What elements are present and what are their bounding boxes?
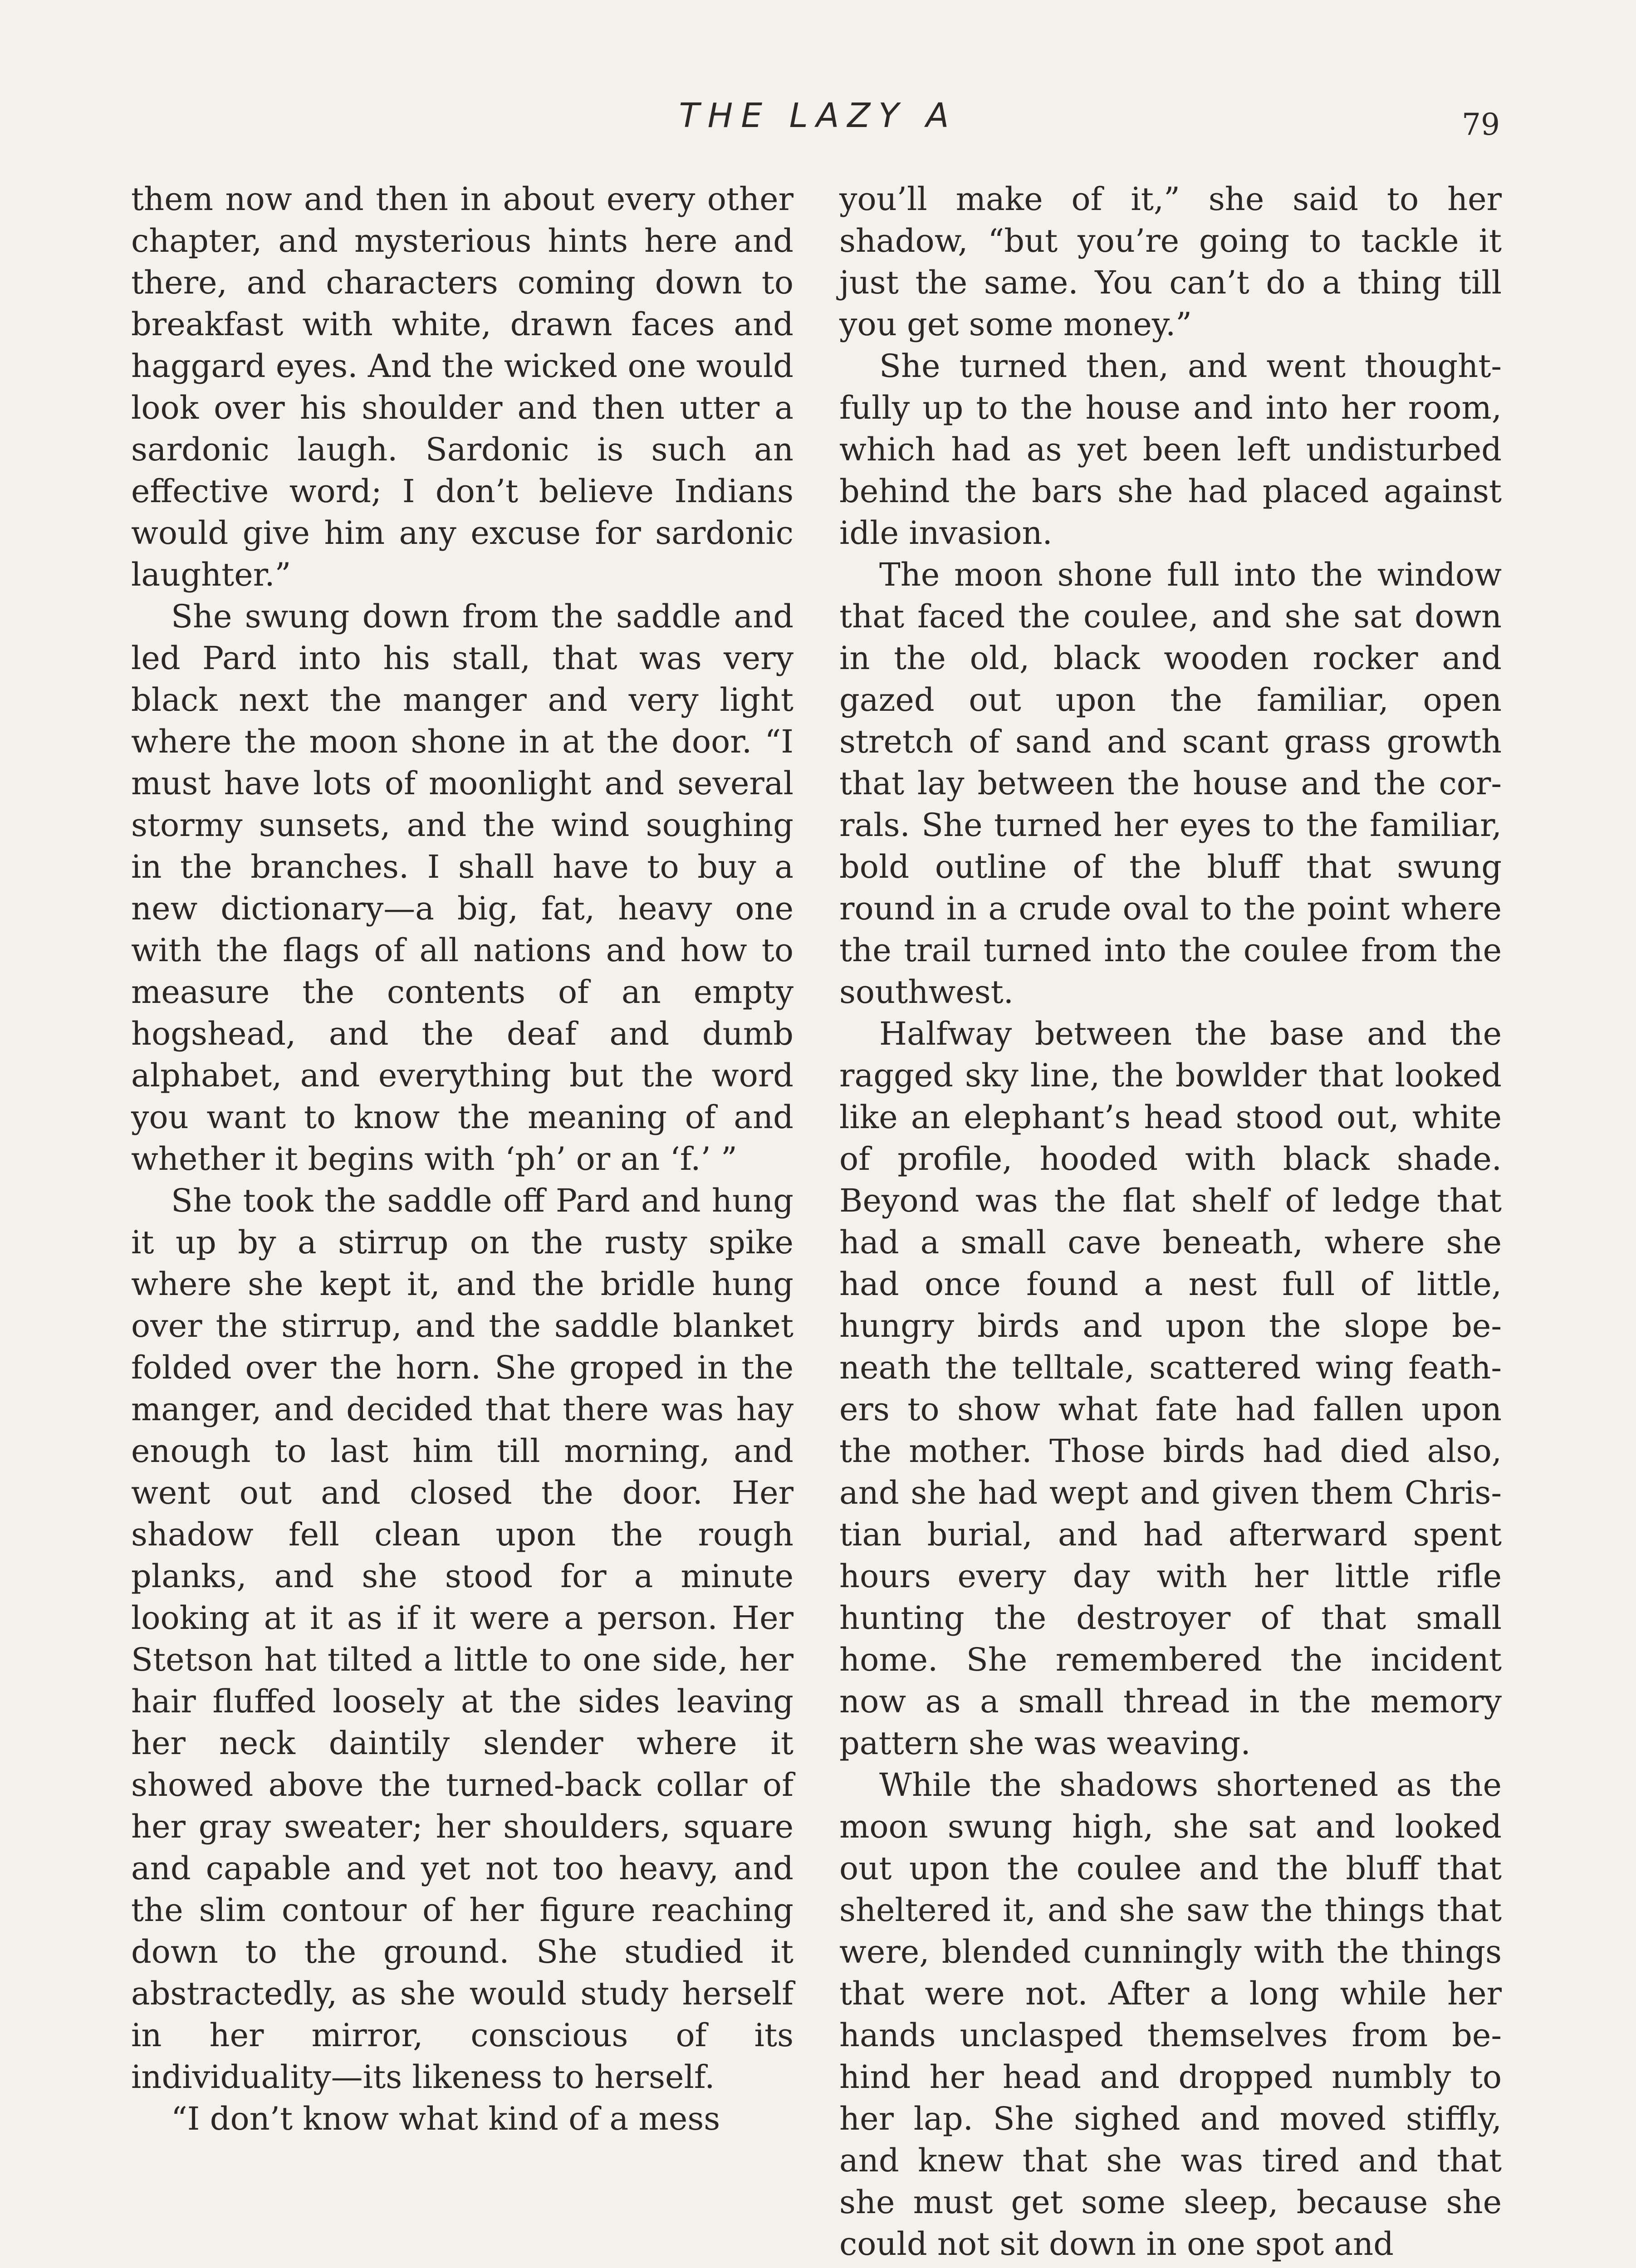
paragraph: “I don’t know what kind of a mess — [171, 2100, 720, 2137]
paragraph: She swung down from the saddle and led Pard into his stall, that was very black next the manger and very light where the moon shone in at the door. “I must have lots of moonlight and several stormy sunsets, and the wind soughing in the branches. I shall have to buy a new dictionary—a big, fat, heavy one with the flags of all nations and how to measure the contents of an empty hogshead, and the deaf and dumb alphabet, and everything but the word you want to know the meaning of and whether it begins with ‘ph’ or an ‘f.’ ” — [131, 598, 794, 1178]
page-header — [0, 0, 1636, 191]
paragraph: you’ll make of it,” she said to her shadow, “but you’re going to tackle it just the same. You can’t do a thing till you get some money.” — [839, 181, 1502, 343]
page-number: 79 — [1462, 107, 1500, 142]
paragraph: She took the saddle off Pard and hung it up by a stirrup on the rusty spike where she kept it, and the bridle hung over the stirrup, and the saddle blanket folded over the horn. She groped in the manger, and decided that there was hay enough to last him till morning, and went out and closed the door. Her shadow fell clean upon the rough planks, and she stood for a minute looking at it as if it were a person. Her Stetson hat tilted a little to one side, her hair fluffed loosely at the sides leaving her neck daintily slender where it showed above the turned-back collar of her gray sweater; her shoulders, square and capable and yet not too heavy, and the slim contour of her figure reaching down to the ground. She studied it abstractedly, as she would study herself in her mirror, conscious of its individuality—its likeness to herself. — [131, 1182, 794, 2096]
paragraph: Halfway between the base and the ragged sky line, the bowlder that looked like an elephant’s head stood out, white of profile, hooded with black shade. Beyond was the flat shelf of ledge that had a small cave beneath, where she had once found a nest full of little, hungry birds and upon the slope beneath the telltale, scattered wing feathers to show what fate had fallen upon the mother. Those birds had died also, and she had wept and given them Christian burial, and had afterward spent hours every day with her little rifle hunting the destroyer of that small home. She remembered the incident now as a small thread in the memory pattern she was weaving. — [839, 1015, 1502, 1762]
right-column — [839, 178, 1502, 2265]
paragraph: The moon shone full into the window that faced the coulee, and she sat down in the old, black wooden rocker and gazed out upon the familiar, open stretch of sand and scant grass growth that lay between the house and the corrals. She turned her eyes to the familiar, bold outline of the bluff that swung round in a crude oval to the point where the trail turned into the coulee from the southwest. — [839, 556, 1502, 1011]
paragraph: She turned then, and went thoughtfully up to the house and into her room, which had as yet been left undisturbed behind the bars she had placed against idle invasion. — [839, 347, 1502, 552]
paragraph: them now and then in about every other chapter, and mysterious hints here and there, and characters coming down to breakfast with white, drawn faces and haggard eyes. And the wicked one would look over his shoulder and then utter a sardonic laugh. Sardonic is such an effective word; I don’t believe Indians would give him any excuse for sardonic laughter.” — [131, 181, 794, 593]
left-column — [131, 178, 794, 2140]
running-head: THE LAZY A — [679, 96, 957, 135]
paragraph: While the shadows shortened as the moon swung high, she sat and looked out upon the coulee and the bluff that sheltered it, and she saw the things that were, blended cunningly with the things that were not. After a long while her hands unclasped themselves from behind her head and dropped numbly to her lap. She sighed and moved stiffly, and knew that she was tired and that she must get some sleep, because she could not sit down in one spot and — [839, 1766, 1502, 2263]
